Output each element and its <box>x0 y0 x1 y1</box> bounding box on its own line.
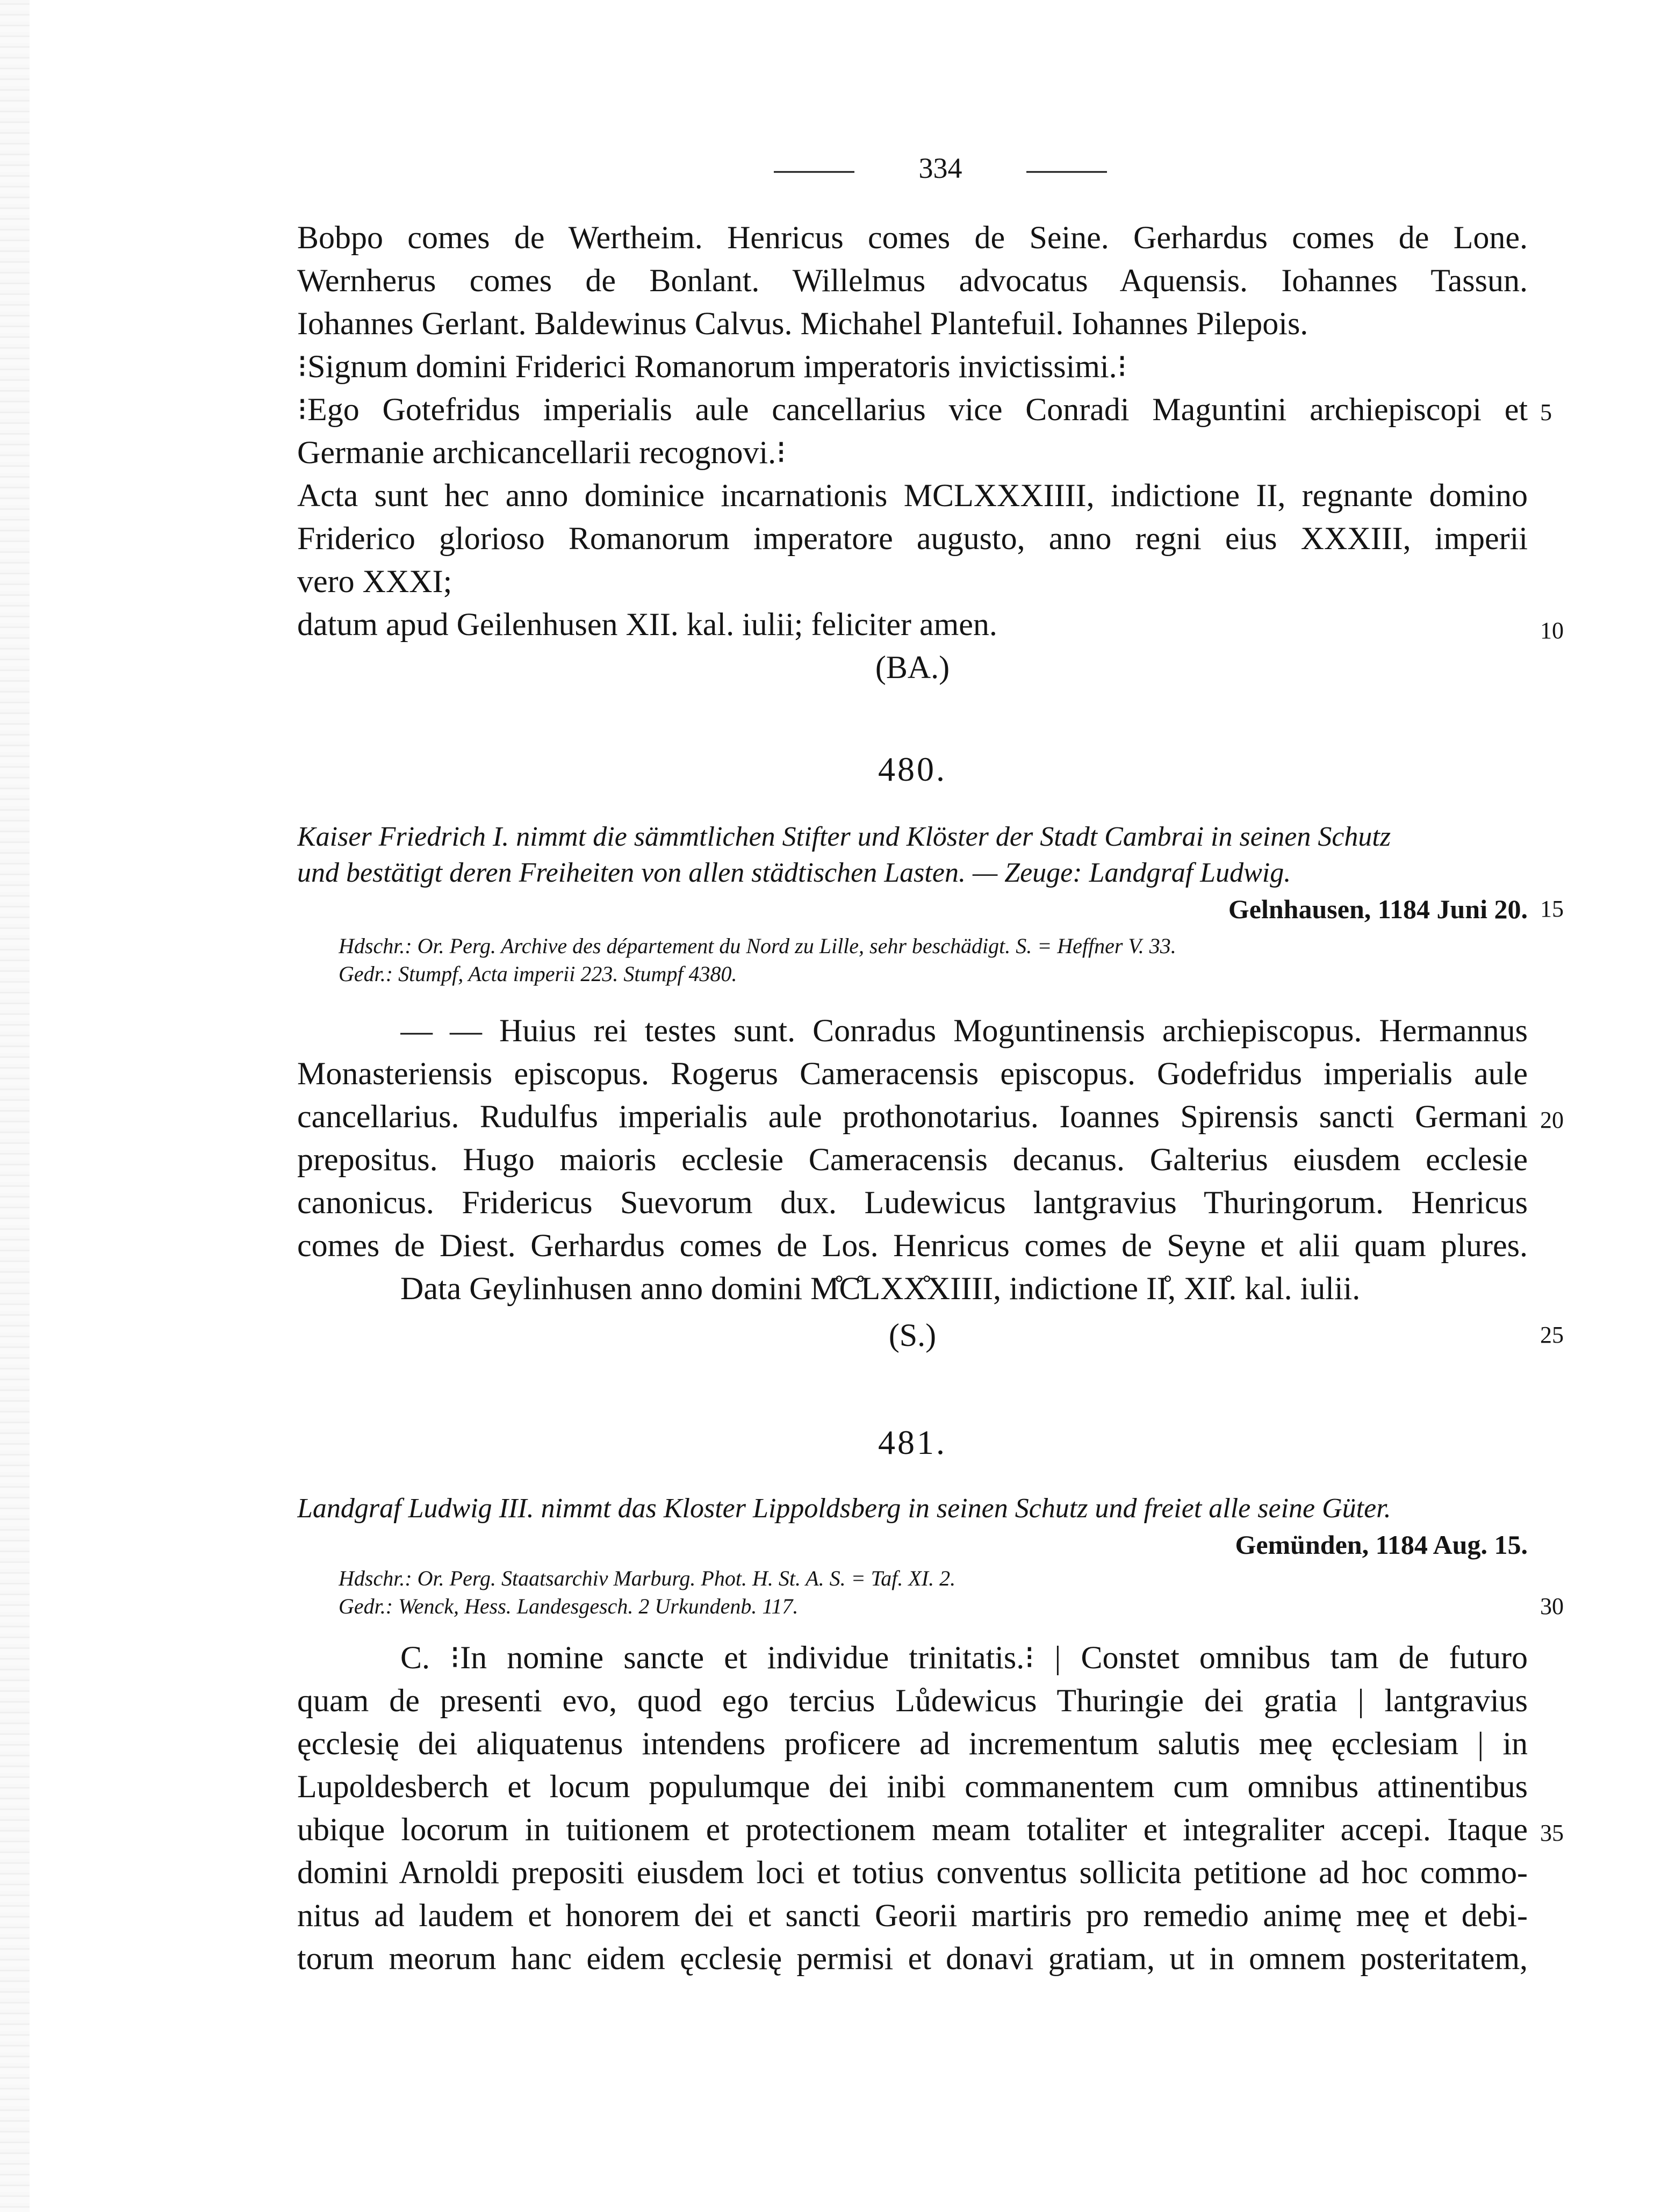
document-number: 480. <box>878 750 947 788</box>
scan-edge <box>0 0 30 2212</box>
place-date: Gemünden, 1184 Aug. 15. <box>1235 1530 1528 1560</box>
text-line: Germanie archicancellarii recognovi.⁝ <box>297 435 787 470</box>
text-line: cancellarius. Rudulfus imperialis aule prothonotarius. Ioannes Spirensis sancti Germani <box>297 1099 1528 1134</box>
text-line: comes de Diest. Gerhardus comes de Los. Henricus comes de Seyne et alii quam plures. <box>297 1228 1528 1263</box>
text-line: C. ⁝In nomine sancte et individue trinitatis.⁝ | Constet omnibus tam de futuro <box>400 1640 1528 1675</box>
document-number: 481. <box>878 1423 947 1461</box>
text-line: Iohannes Gerlant. Baldewinus Calvus. Michahel Plantefuil. Iohannes Pilepois. <box>297 306 1308 341</box>
text-line: nitus ad laudem et honorem dei et sancti Georii martiris pro remedio animę meę et debi- <box>297 1898 1528 1933</box>
source-siglum: (S.) <box>888 1317 937 1353</box>
text-line: — — Huius rei testes sunt. Conradus Moguntinensis archiepiscopus. Hermannus <box>400 1013 1528 1048</box>
source-note: Hdschr.: Or. Perg. Staatsarchiv Marburg. Phot. H. St. A. S. = Taf. XI. 2. <box>339 1566 956 1590</box>
text-line: Wernherus comes de Bonlant. Willelmus advocatus Aquensis. Iohannes Tassun. <box>297 263 1528 298</box>
text-line: Data Geylinhusen anno domini M̊C̊LXX̊XIIII, indictione II̊, XII̊. kal. iulii. <box>400 1271 1361 1306</box>
regest-line: Landgraf Ludwig III. nimmt das Kloster Lippoldsberg in seinen Schutz und freiet alle seine Güter. <box>297 1493 1391 1524</box>
text-line: quam de presenti evo, quod ego tercius Lůdewicus Thuringie dei gratia | lantgravius <box>297 1683 1528 1718</box>
text-line: domini Arnoldi prepositi eiusdem loci et totius conventus sollicita petitione ad hoc commo- <box>297 1855 1528 1890</box>
source-siglum: (BA.) <box>875 650 950 685</box>
text-line: prepositus. Hugo maioris ecclesie Cameracensis decanus. Galterius eiusdem ecclesie <box>297 1142 1528 1177</box>
page-number <box>752 152 1128 185</box>
line-number: 10 <box>1540 617 1564 644</box>
place-date: Gelnhausen, 1184 Juni 20. <box>1228 894 1528 924</box>
source-note: Hdschr.: Or. Perg. Archive des département du Nord zu Lille, sehr beschädigt. S. = Heffner V. 33. <box>339 934 1176 958</box>
line-number: 30 <box>1540 1593 1564 1619</box>
text-line: vero XXXI; <box>297 564 452 599</box>
line-number: 5 <box>1540 399 1552 426</box>
text-line: datum apud Geilenhusen XII. kal. iulii; feliciter amen. <box>297 607 997 642</box>
text-line: canonicus. Fridericus Suevorum dux. Ludewicus lantgravius Thuringorum. Henricus <box>297 1185 1528 1220</box>
regest-line: und bestätigt deren Freiheiten von allen städtischen Lasten. — Zeuge: Landgraf Ludwig. <box>297 858 1291 888</box>
text-line: torum meorum hanc eidem ęcclesię permisi et donavi gratiam, ut in omnem posteritatem, <box>297 1941 1528 1976</box>
source-note: Gedr.: Stumpf, Acta imperii 223. Stumpf 4380. <box>339 962 737 986</box>
page-number-text: 334 <box>918 152 962 184</box>
text-line: ubique locorum in tuitionem et protectionem meam totaliter et integraliter accepi. Itaque <box>297 1812 1528 1847</box>
text-line: Lupoldesberch et locum populumque dei inibi commanentem cum omnibus attinentibus <box>297 1769 1528 1804</box>
text-line: ęcclesię dei aliquatenus intendens proficere ad incrementum salutis meę ęcclesiam | in <box>297 1726 1528 1761</box>
text-line: ⁝Signum domini Friderici Romanorum imperatoris invictissimi.⁝ <box>297 349 1127 384</box>
text-line: Acta sunt hec anno dominice incarnationis MCLXXXIIII, indictione II, regnante domino <box>297 478 1528 513</box>
text-line: ⁝Ego Gotefridus imperialis aule cancellarius vice Conradi Maguntini archiepiscopi et <box>297 392 1528 427</box>
line-number: 25 <box>1540 1322 1564 1348</box>
text-line: Friderico glorioso Romanorum imperatore augusto, anno regni eius XXXIII, imperii <box>297 521 1528 556</box>
regest-line: Kaiser Friedrich I. nimmt die sämmtlichen Stifter und Klöster der Stadt Cambrai in seinen Schutz <box>297 822 1391 852</box>
source-note: Gedr.: Wenck, Hess. Landesgesch. 2 Urkundenb. 117. <box>339 1594 799 1618</box>
text-line: Bobpo comes de Wertheim. Henricus comes de Seine. Gerhardus comes de Lone. <box>297 220 1528 255</box>
text-line: Monasteriensis episcopus. Rogerus Cameracensis episcopus. Godefridus imperialis aule <box>297 1056 1528 1091</box>
line-number: 35 <box>1540 1820 1564 1846</box>
line-number: 15 <box>1540 896 1564 922</box>
line-number: 20 <box>1540 1107 1564 1133</box>
